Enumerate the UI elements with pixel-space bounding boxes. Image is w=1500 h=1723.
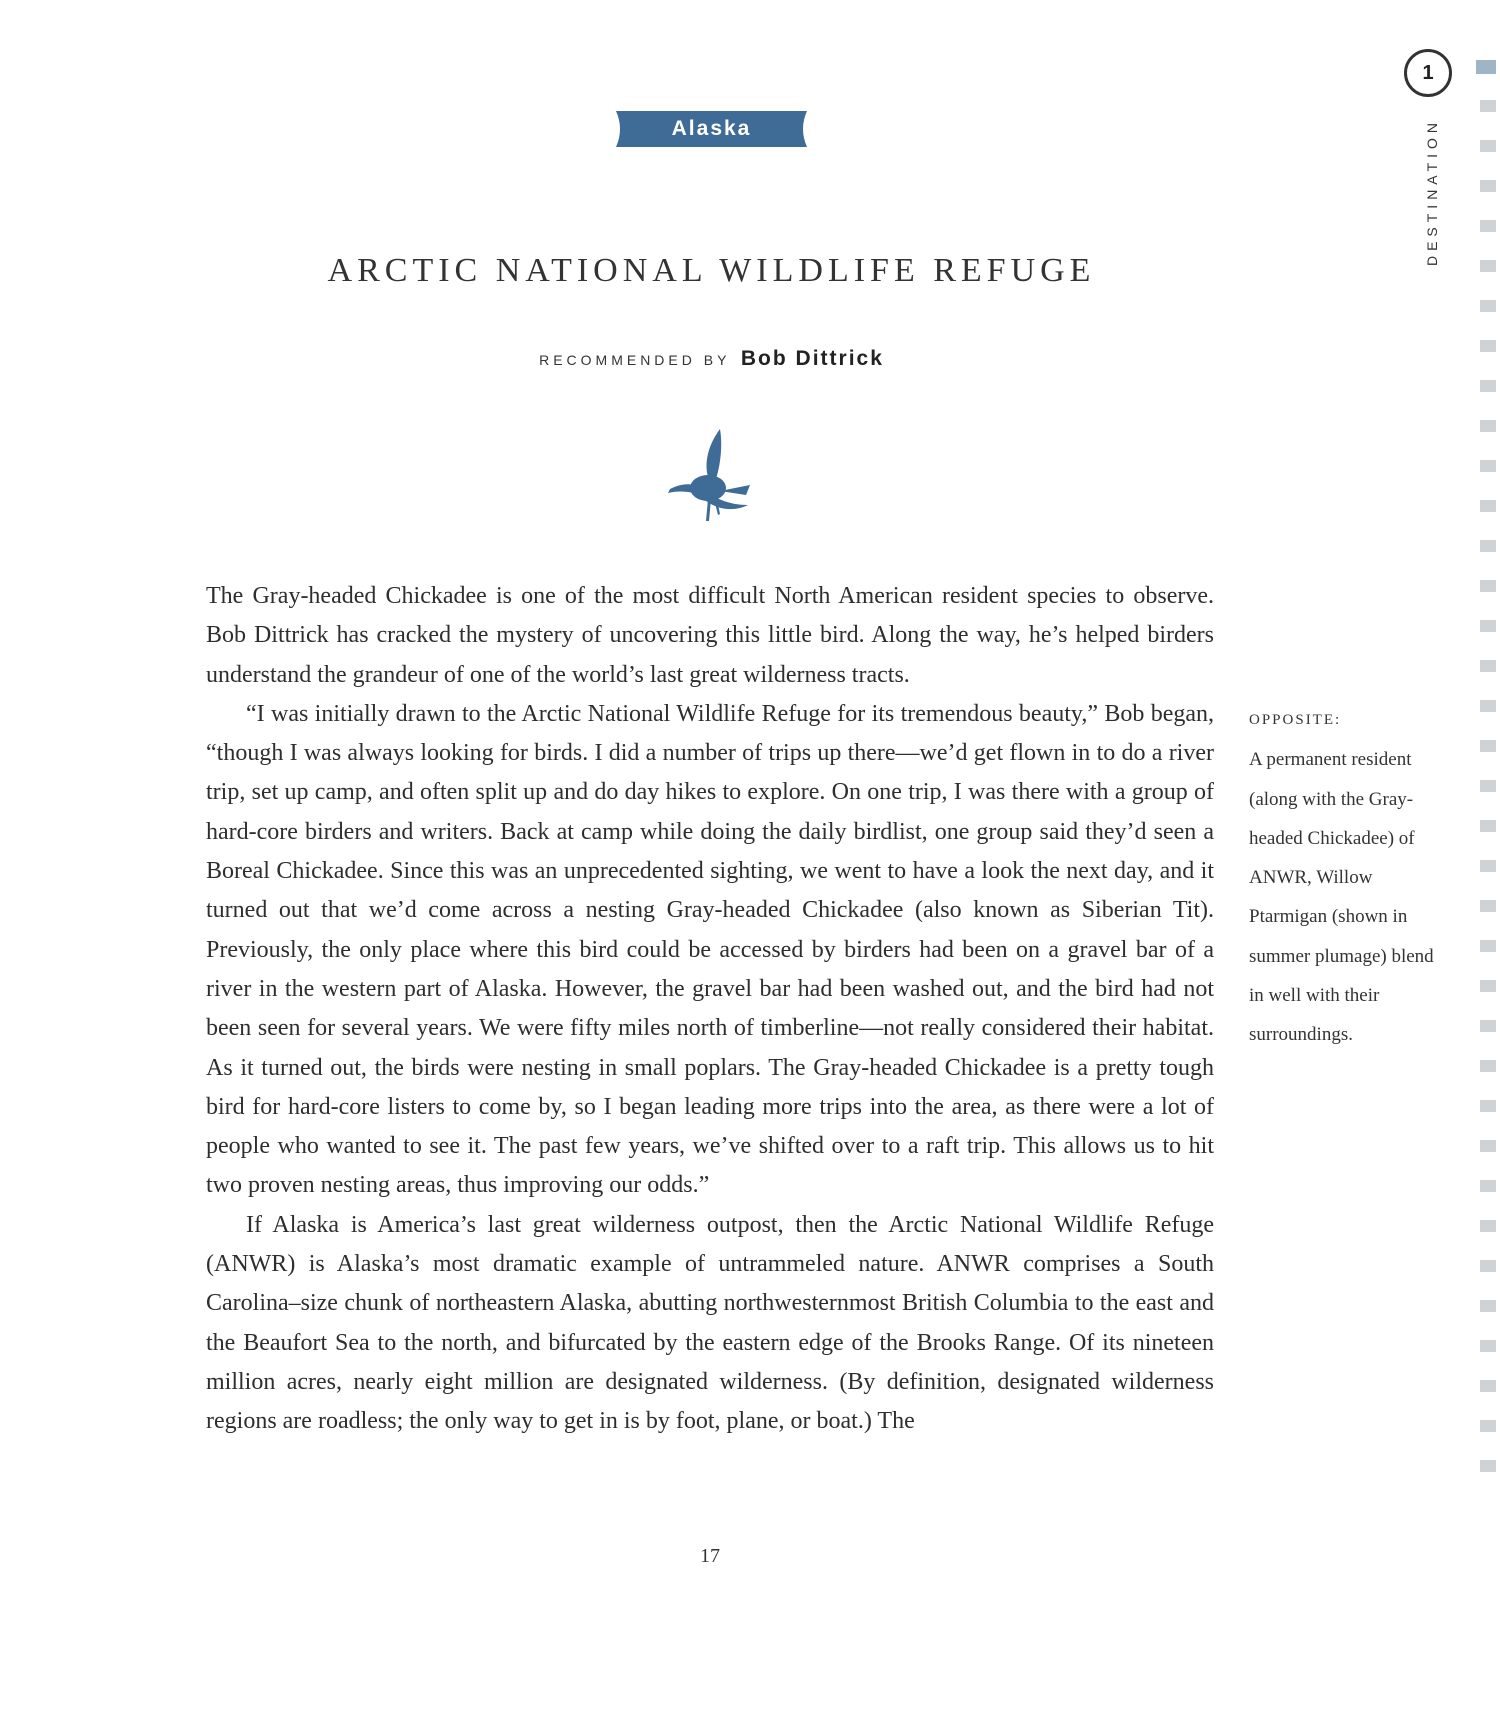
paragraph-quote: “I was initially drawn to the Arctic National Wildlife Refuge for its tremendous beauty,” Bob began, “though I was always looking for birds. I did a number of trips up there—we’d get flown in to do a river trip, set up camp, and often split up and do day hikes to explore. On one trip, I was there with a group of hard-core birders and writers. Back at camp while doing the daily birdlist, one group said they’d seen a Boreal Chickadee. Since this was an unprecedented sighting, we went to have a look the next day, and it turned out that we’d come across a nesting Gray-headed Chickadee (also known as Siberian Tit). Previously, the only place where this bird could be accessed by birders had been on a gravel bar of a river in the western part of Alaska. However, the gravel bar had been washed out, and the bird had not been seen for several years. We were fifty miles north of timberline—not really considered their habitat. As it turned out, the birds were nesting in small poplars. The Gray-headed Chickadee is a pretty tough bird for hard-core listers to come by, so I began leading more trips into the area, as there were a lot of people who wanted to see it. The past few years, we’ve shifted over to a raft trip. This allows us to hit two proven nesting areas, thus improving our odds.” [206, 700, 1214, 1199]
byline-prefix: RECOMMENDED BY [539, 352, 731, 368]
bird-in-flight-icon [650, 425, 760, 540]
page-title: ARCTIC NATIONAL WILDLIFE REFUGE [327, 252, 1096, 289]
destination-number-badge: 1 [1404, 49, 1452, 97]
article-body [206, 577, 1214, 1442]
byline-author: Bob Dittrick [740, 347, 884, 370]
region-label: Alaska [671, 117, 752, 140]
edge-tab-marks [1474, 60, 1500, 1500]
destination-label: DESTINATION [1424, 117, 1440, 267]
paragraph-intro: The Gray-headed Chickadee is one of the most difficult North American resident species to observe. Bob Dittrick has cracked the mystery of uncovering this little bird. Along the way, he’s helped birders understand the grandeur of one of the world’s last great wilderness tracts. [206, 583, 1214, 688]
region-banner [612, 111, 811, 147]
byline [400, 347, 1023, 371]
photo-caption [1249, 701, 1439, 1055]
page-number: 17 [700, 1545, 720, 1567]
caption-text: A permanent resident (along with the Gray-headed Chickadee) of ANWR, Willow Ptarmigan (shown in summer plumage) blend in well with their surroundings. [1249, 749, 1434, 1046]
paragraph-anwr: If Alaska is America’s last great wilderness outpost, then the Arctic National Wildlife Refuge (ANWR) is Alaska’s most dramatic example of untrammeled nature. ANWR comprises a South Carolina–size chunk of northeastern Alaska, abutting northwesternmost British Columbia to the east and the Beaufort Sea to the north, and bifurcated by the eastern edge of the Brooks Range. Of its nineteen million acres, nearly eight million are designated wilderness. (By definition, designated wilderness regions are roadless; the only way to get in is by foot, plane, or boat.) The [206, 1211, 1214, 1435]
caption-label: OPPOSITE: [1249, 712, 1342, 728]
